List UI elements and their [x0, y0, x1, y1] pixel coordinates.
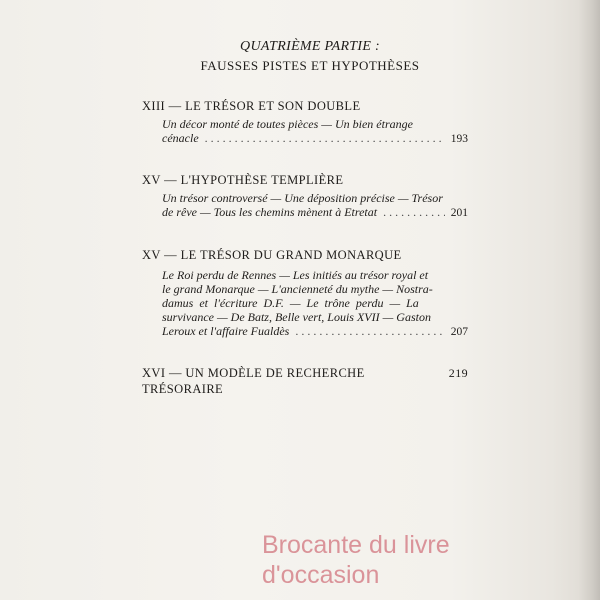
part-title: QUATRIÈME PARTIE : — [240, 39, 380, 54]
toc-entry-chapter-15-grand-monarque — [142, 247, 468, 339]
part-subtitle: FAUSSES PISTES ET HYPOTHÈSES — [200, 58, 420, 73]
page-number: 193 — [450, 133, 468, 145]
chapter-description — [162, 268, 468, 339]
chapter-description — [162, 191, 468, 220]
page-gutter-shadow — [578, 0, 600, 600]
watermark-line-1: Brocante du livre — [262, 531, 450, 559]
chapter-description — [162, 117, 468, 146]
description-line: cénacle — [162, 131, 199, 145]
page-number: 219 — [448, 366, 468, 380]
page-number: 207 — [450, 326, 468, 338]
toc-entry-chapter-16 — [142, 365, 468, 397]
page-number: 201 — [450, 207, 468, 219]
chapter-title: XIII — LE TRÉSOR ET SON DOUBLE — [142, 99, 361, 113]
dot-leader — [295, 324, 444, 338]
description-last-line — [162, 131, 468, 146]
part-heading — [180, 38, 440, 75]
description-last-line — [162, 205, 468, 220]
chapter-title: XV — LE TRÉSOR DU GRAND MONARQUE — [142, 248, 402, 262]
watermark-line-2: d'occasion — [262, 561, 380, 589]
chapter-title: XVI — UN MODÈLE DE RECHERCHE TRÉSORAIRE — [142, 366, 365, 396]
chapter-title-row — [142, 365, 468, 397]
seller-watermark — [262, 530, 450, 590]
toc-entry-chapter-13 — [142, 98, 468, 146]
description-line: damus et l'écriture D.F. — Le trône perdu — La — [162, 296, 419, 310]
toc-entry-chapter-15-templiere — [142, 172, 468, 220]
description-line: Un trésor controversé — Une déposition précise — Trésor — [162, 191, 443, 205]
description-line: Leroux et l'affaire Fualdès — [162, 324, 290, 338]
description-line: Le Roi perdu de Rennes — Les initiés au trésor royal et — [162, 268, 429, 282]
description-last-line — [162, 324, 468, 339]
description-line: Un décor monté de toutes pièces — Un bien étrange — [162, 117, 413, 131]
table-of-contents — [142, 98, 468, 421]
chapter-title: XV — L'HYPOTHÈSE TEMPLIÈRE — [142, 173, 344, 187]
dot-leader — [205, 131, 445, 145]
dot-leader — [383, 205, 445, 219]
description-line: de rêve — Tous les chemins mènent à Etretat — [162, 205, 378, 219]
description-line: survivance — De Batz, Belle vert, Louis XVII — Gaston — [162, 310, 431, 324]
description-line: le grand Monarque — L'ancienneté du mythe — Nostra- — [162, 282, 433, 296]
